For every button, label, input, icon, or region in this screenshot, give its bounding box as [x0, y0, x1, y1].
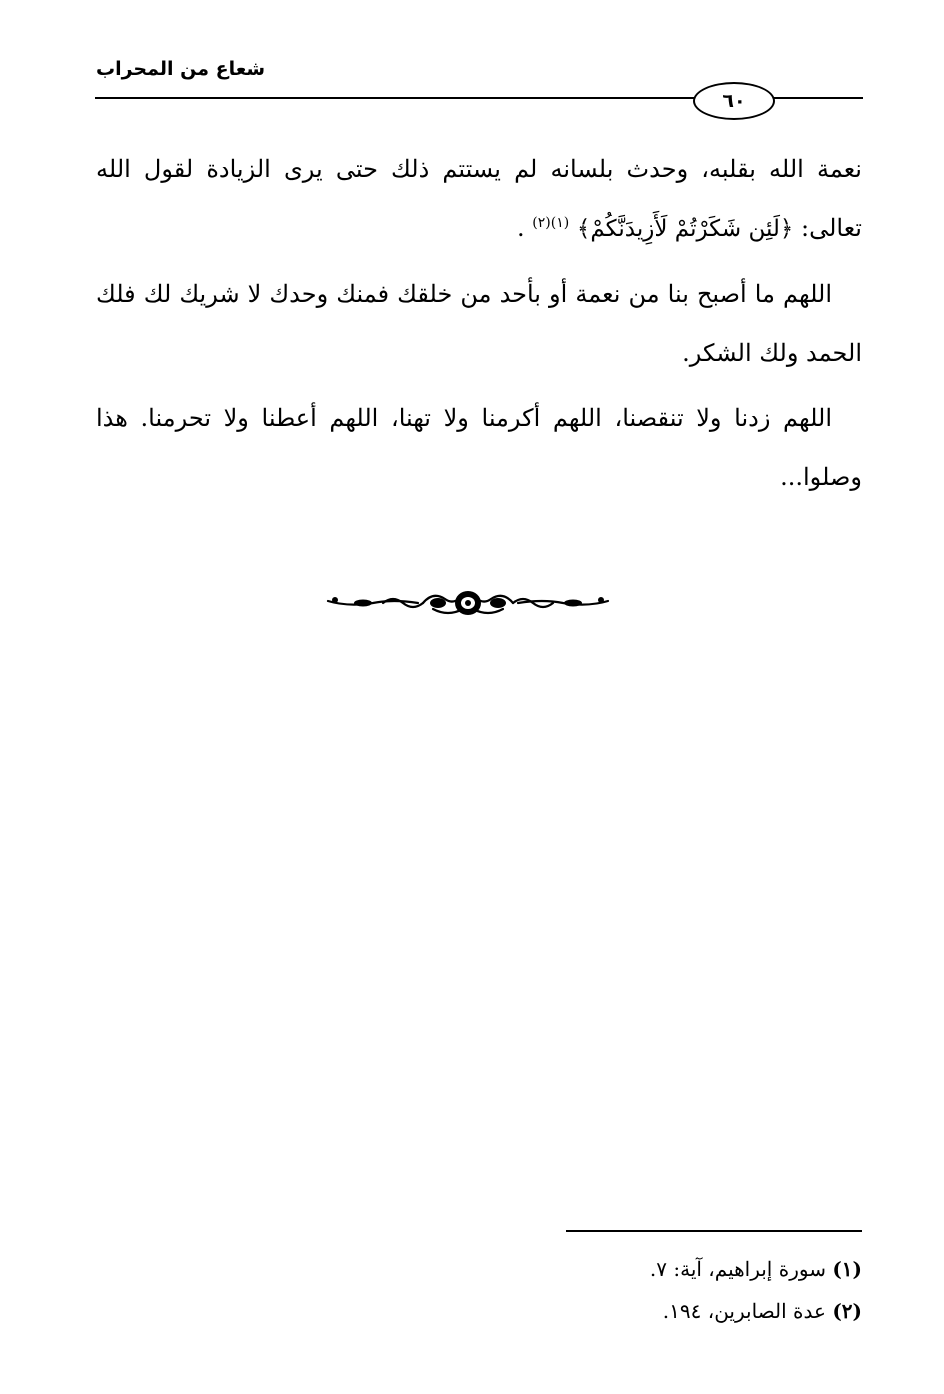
paragraph-1-text: نعمة الله بقلبه، وحدث بلسانه لم يستتم ذلك حتى يرى الزيادة لقول الله تعالى: [96, 155, 862, 242]
footnotes [362, 1248, 862, 1332]
paragraph-3: اللهم زدنا ولا تنقصنا، اللهم أكرمنا ولا تهنا، اللهم أعطنا ولا تحرمنا. هذا وصلوا... [96, 404, 862, 491]
paragraph-1 [96, 140, 862, 259]
page-number: ٦٠ [722, 90, 746, 112]
quran-verse: ﴿لَئِن شَكَرْتُمْ لَأَزِيدَنَّكُمْ﴾ [576, 216, 794, 242]
paragraph-1-end: . [517, 214, 525, 242]
page-number-oval [693, 82, 775, 120]
footnote-refs: (١)(٢) [532, 215, 570, 231]
paragraph-2: اللهم ما أصبح بنا من نعمة أو بأحد من خلقك فمنك وحدك لا شريك لك فلك الحمد ولك الشكر. [96, 280, 862, 367]
footnote-1-number: (١) [832, 1257, 862, 1281]
footnote-2 [362, 1290, 862, 1332]
footnote-rule [566, 1230, 862, 1232]
footnote-1-text: سورة إبراهيم، آية: ٧. [649, 1257, 826, 1281]
footnote-2-text: عدة الصابرين، ١٩٤. [662, 1299, 826, 1323]
ornament-divider-icon [323, 583, 613, 623]
running-header-title: شعاع من المحراب [96, 58, 266, 80]
footnote-2-number: (٢) [832, 1299, 862, 1323]
body-text [96, 140, 862, 513]
footnote-1 [362, 1248, 862, 1290]
